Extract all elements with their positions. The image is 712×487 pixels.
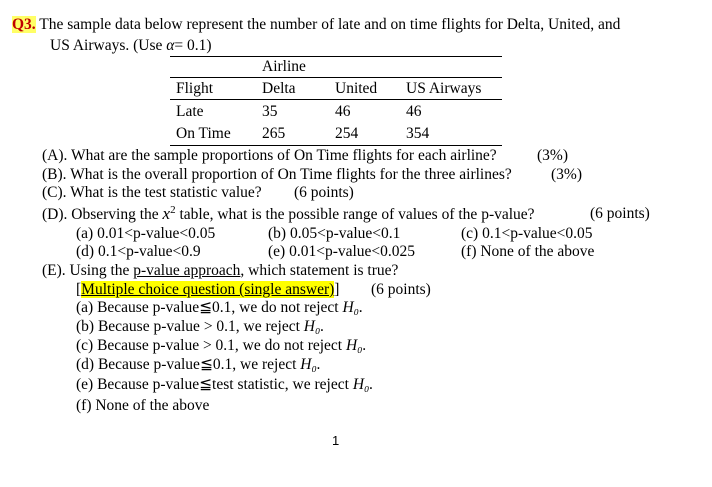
p-value-approach: p-value approach [133, 262, 241, 279]
part-d-option: (a) 0.01<p-value<0.05 [76, 225, 216, 242]
mc-close-bracket: ] [334, 281, 340, 298]
alpha-symbol: α [166, 37, 175, 54]
alpha-value: = 0.1) [174, 37, 212, 54]
h0-symbol: H₀. [345, 337, 367, 354]
question-number: Q3. [12, 16, 36, 33]
table-cell: 254 [335, 125, 359, 142]
table-header-united: United [335, 80, 378, 97]
table-header-usairways: US Airways [406, 80, 482, 97]
intro-line-1: The sample data below represent the number of late and on time flights for Delta, United, and [39, 16, 621, 33]
part-e-option [76, 337, 366, 355]
part-d-suffix: table, what is the possible range of values of the p-value? [175, 206, 535, 223]
h0-symbol: H₀. [352, 376, 374, 393]
part-d-points: (6 points) [590, 205, 650, 222]
part-d-option: (d) 0.1<p-value<0.9 [76, 243, 201, 260]
part-e-option [76, 318, 324, 336]
table-header-delta: Delta [262, 80, 296, 97]
table-cell: 265 [262, 125, 286, 142]
part-e-option [76, 376, 373, 394]
intro-line-2 [50, 37, 212, 55]
part-e-suffix: , which statement is true? [240, 262, 399, 279]
table-cell: 46 [335, 103, 351, 120]
part-d-option: (e) 0.01<p-value<0.025 [268, 243, 416, 260]
table-group-header: Airline [262, 58, 306, 75]
option-text: (d) Because p-value≦0.1, we reject [76, 356, 301, 373]
option-text: (a) Because p-value≦0.1, we do not reject [76, 299, 343, 316]
h0-symbol: H₀. [303, 318, 325, 335]
part-e-text [42, 262, 398, 280]
part-e-option [76, 356, 321, 374]
part-b-text: (B). What is the overall proportion of On Time flights for the three airlines? [42, 166, 512, 183]
part-e-option [76, 397, 209, 415]
part-c-text: (C). What is the test statistic value? [42, 184, 262, 201]
part-e-points: (6 points) [371, 281, 431, 298]
part-d-option: (c) 0.1<p-value<0.05 [461, 225, 593, 242]
mc-open-bracket: [ [76, 281, 82, 298]
table-col-rule [170, 99, 502, 100]
chi-exponent: 2 [170, 204, 176, 216]
chi-symbol: x [162, 204, 171, 223]
intro-line-2-prefix: US Airways. (Use [50, 37, 167, 54]
option-text: (e) Because p-value≦test statistic, we reject [76, 376, 353, 393]
h0-symbol: H₀. [300, 356, 321, 373]
table-bottom-rule [170, 145, 502, 146]
part-d-text [42, 205, 535, 225]
part-b-points: (3%) [551, 166, 582, 183]
part-e-mc-label [76, 281, 339, 299]
part-e-prefix: (E). Using the [42, 262, 134, 279]
part-c-points: (6 points) [294, 184, 354, 201]
part-a-text: (A). What are the sample proportions of On Time flights for each airline? [42, 147, 497, 164]
option-text: (f) None of the above [76, 397, 210, 414]
part-d-option: (b) 0.05<p-value<0.1 [268, 225, 401, 242]
mc-label: Multiple choice question (single answer) [81, 281, 335, 298]
table-cell: Late [176, 103, 204, 120]
table-cell: 46 [406, 103, 422, 120]
option-text: (b) Because p-value > 0.1, we reject [76, 318, 304, 335]
table-header-flight: Flight [176, 80, 214, 97]
part-d-option: (f) None of the above [461, 243, 595, 260]
h0-symbol: H₀. [342, 299, 363, 316]
table-top-rule [170, 56, 502, 57]
table-cell: 35 [262, 103, 278, 120]
part-d-prefix: (D). Observing the [42, 206, 163, 223]
part-e-option [76, 299, 363, 317]
part-a-points: (3%) [537, 147, 568, 164]
question-intro [12, 16, 620, 34]
option-text: (c) Because p-value > 0.1, we do not reject [76, 337, 346, 354]
table-cell: 354 [406, 125, 430, 142]
page-number: 1 [332, 433, 340, 448]
table-header-rule [170, 77, 502, 78]
table-cell: On Time [176, 125, 231, 142]
